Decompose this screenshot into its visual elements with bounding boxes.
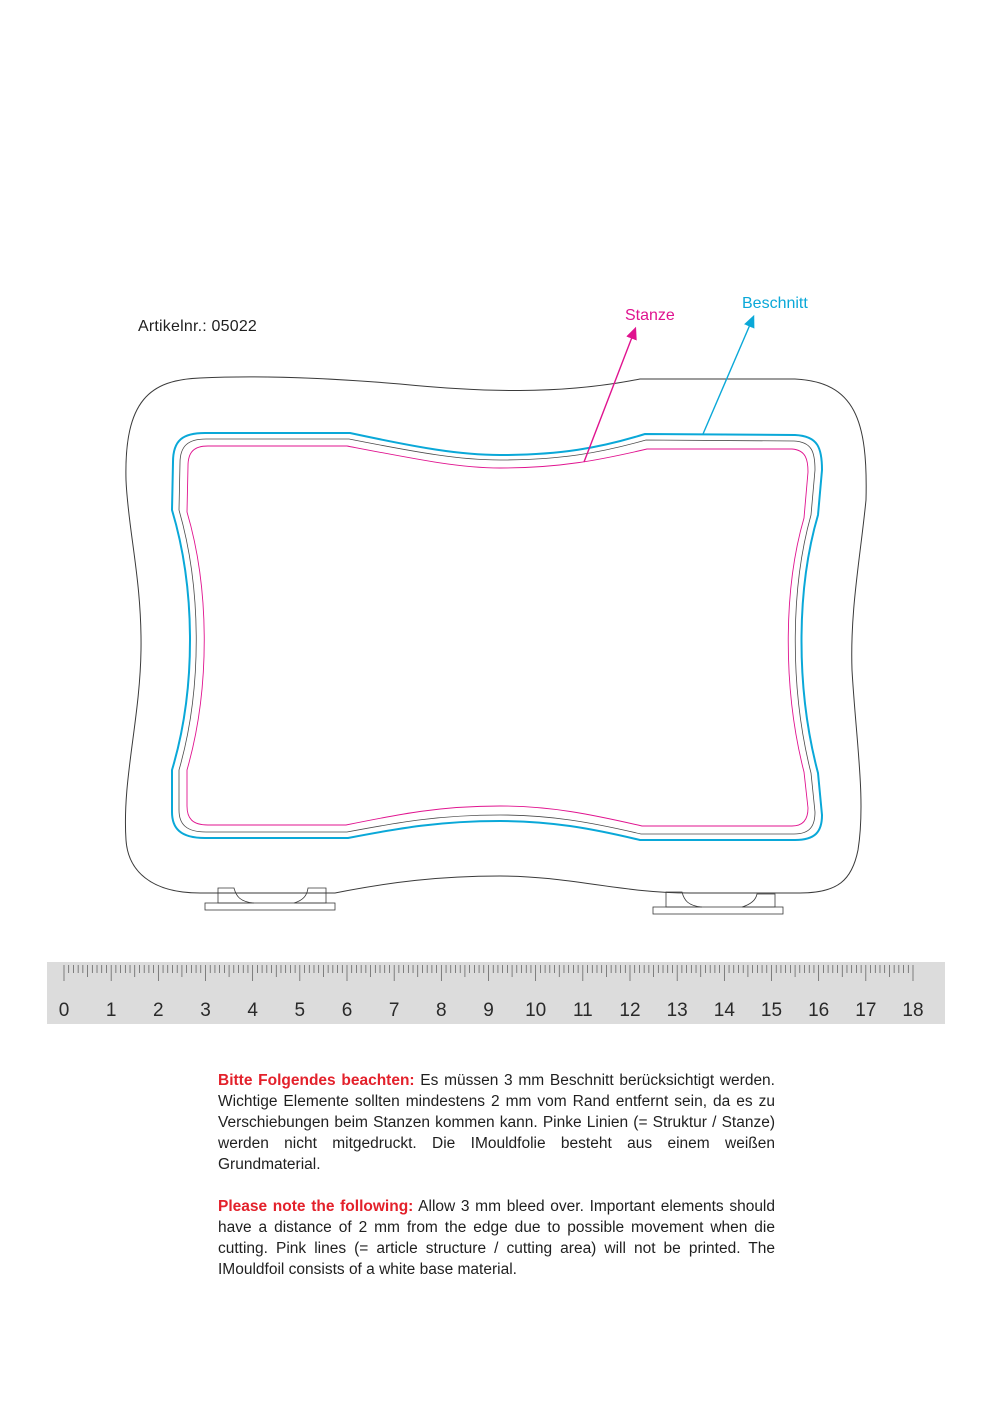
beschnitt-label: Beschnitt	[742, 295, 808, 312]
ruler-label: 4	[247, 1000, 258, 1021]
note-german	[218, 1070, 775, 1175]
left-foot-tabs	[205, 888, 335, 910]
ruler-label: 11	[572, 1000, 593, 1021]
stanze-label: Stanze	[625, 307, 675, 324]
ruler-label: 18	[902, 1000, 924, 1021]
ruler-label: 8	[436, 1000, 447, 1021]
ruler-label: 16	[808, 1000, 830, 1021]
notes-block	[218, 1070, 775, 1301]
ruler-label: 1	[105, 1000, 117, 1021]
ruler-label: 9	[483, 1000, 494, 1021]
ruler-label: 12	[619, 1000, 641, 1021]
beschnitt-pointer	[703, 320, 752, 434]
ruler-label: 2	[153, 1000, 164, 1021]
note-german-lead: Bitte Folgendes beachten:	[218, 1072, 415, 1089]
note-english-body: Allow 3 mm bleed over. Important elements should have a distance of 2 mm from the edge due to possible movement when die cutting. Pink lines (= article structure / cutting area) will not be printed. The IMouldfoil consists of a white base material.	[218, 1198, 776, 1278]
right-foot-tabs	[653, 892, 783, 914]
ruler-label: 10	[525, 1000, 547, 1021]
ruler-label: 15	[760, 1000, 783, 1021]
ruler-label: 5	[294, 1000, 306, 1021]
article-inner-outline	[179, 439, 815, 834]
ruler-label: 6	[341, 1000, 353, 1021]
ruler-label: 7	[388, 1000, 400, 1021]
note-english	[218, 1196, 775, 1280]
ruler-label: 3	[200, 1000, 211, 1021]
ruler-label: 0	[58, 1000, 70, 1021]
note-german-body: Es müssen 3 mm Beschnitt berücksichtigt werden. Wichtige Elemente sollten mindestens 2 mm vom Rand entfernt sein, da es zu Verschiebungen beim Stanzen kommen kann. Pinke Linien (= Struktur / Stanze) werden nicht mitgedruckt. Die IMouldfolie besteht aus einem weißen Grundmaterial.	[218, 1072, 775, 1173]
stanze-pointer	[584, 332, 634, 462]
bleed-line	[172, 433, 822, 840]
ruler-label: 17	[855, 1000, 877, 1021]
ruler	[47, 962, 945, 1024]
article-number: Artikelnr.: 05022	[138, 318, 258, 335]
ruler-label: 14	[713, 1000, 735, 1021]
note-english-lead: Please note the following:	[218, 1198, 414, 1215]
ruler-scale	[47, 962, 945, 1024]
die-cut-line	[187, 446, 808, 826]
ruler-label: 13	[666, 1000, 688, 1021]
